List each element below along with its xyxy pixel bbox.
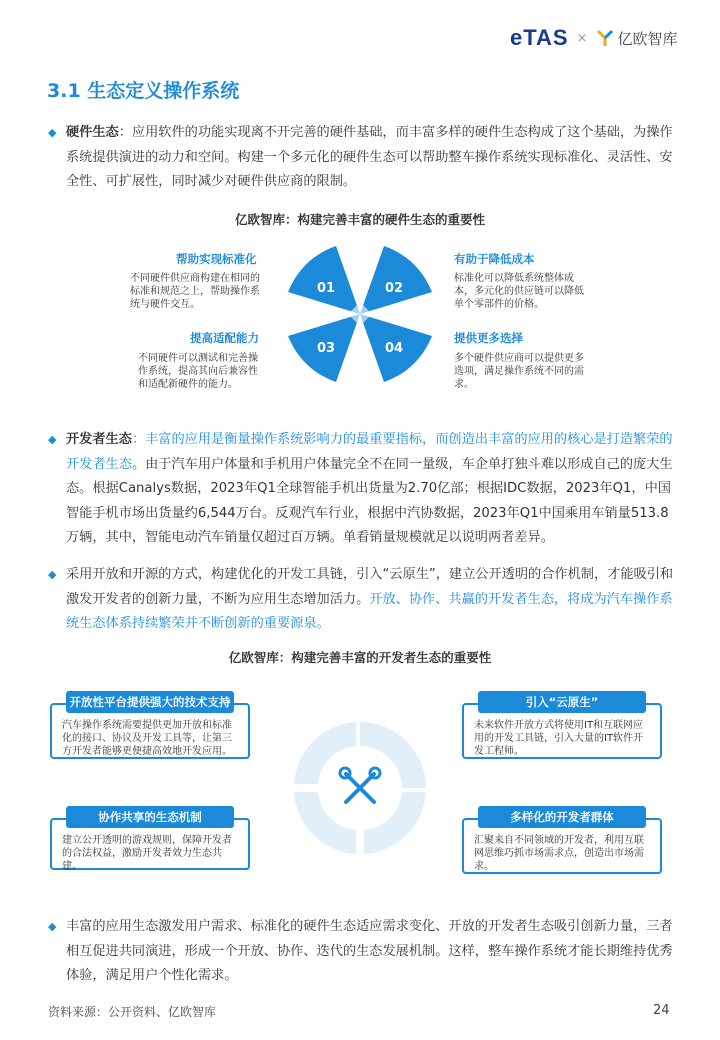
paragraph-text: 丰富的应用生态激发用户需求、标准化的硬件生态适应需求变化、开放的开发者生态吸引创新力量，三者相互促进共同演进，形成一个开放、协作、迭代的生态发展机制。这样，整车操作系统才能长期维持优秀体验，满足用户个性化需求。 [66, 919, 673, 983]
highlight-text: 开放、协作、共赢的开发者生态，将成为汽车操作系统生态体系持续繁荣并不断创新的重要源泉。 [66, 591, 673, 631]
card-open-platform [50, 695, 250, 759]
etas-logo: eTAS [510, 25, 569, 50]
petal-label-04: 提供更多选择 [454, 331, 523, 345]
developer-ecosystem-ring [290, 718, 430, 858]
hardware-ecosystem-petal-diagram [270, 242, 450, 386]
keyword-developer: 开发者生态 [66, 432, 132, 447]
petal-desc-04: 多个硬件供应商可以提供更多选项，满足操作系统不同的需求。 [454, 353, 584, 390]
header-logo [510, 26, 678, 50]
petal-number-02: 02 [384, 281, 404, 296]
page-number: 24 [653, 1003, 670, 1018]
card-title: 开放性平台提供强大的技术支持 [66, 691, 234, 713]
petal-02 [360, 246, 432, 314]
tools-icon [340, 768, 380, 802]
keyword-hardware: 硬件生态 [66, 125, 119, 140]
card-title: 协作共享的生态机制 [66, 806, 234, 828]
card-desc: 建立公开透明的游戏规则，保障开发者的合法权益，激励开发者效力生态共建。 [62, 835, 232, 872]
petal-01 [288, 246, 360, 314]
paragraph-open-source [48, 563, 678, 637]
petal-label-03: 提高适配能力 [190, 331, 259, 345]
figure1-title: 亿欧智库：构建完善丰富的硬件生态的重要性 [234, 212, 485, 227]
diamond-bullet-icon: ◆ [48, 568, 57, 581]
highlight-text: ：丰富的应用是衡量操作系统影响力的最重要指标，而创造出丰富的应用的核心是打造繁荣的开发者生态 [66, 432, 673, 472]
diamond-bullet-icon: ◆ [48, 920, 57, 933]
paragraph-hardware-ecosystem [48, 121, 678, 195]
paragraph-text: 。由于汽车用户体量和手机用户体量完全不在同一量级，车企单打独斗难以形成自己的庞大生态。根据Canalys数据，2023年Q1全球智能手机出货量为2.70亿部；根据IDC数据，2023年Q1，中国智能手机市场出货量约6,544万台。反观汽车行业，根据中汽协数据，2023年Q1中国乘用车销量513.8 万辆，其中，智能电动汽车销量仅超过百万辆。单看销量规模就足以说明两者差异。 [66, 456, 673, 545]
section-title: 3.1 生态定义操作系统 [47, 80, 240, 102]
source-note: 资料来源：公开资料、亿欧智库 [48, 1005, 217, 1019]
petal-label-02: 有助于降低成本 [454, 252, 535, 266]
card-desc: 汽车操作系统需要提供更加开放和标准化的接口、协议及开发工具等，让第三方开发者能够更便捷高效地开发应用。 [62, 720, 232, 757]
paragraph-summary [48, 915, 678, 989]
iyiou-logo-text: 亿欧智库 [617, 29, 678, 48]
iyiou-logo-icon [596, 29, 614, 47]
card-title: 多样化的开发者群体 [478, 806, 646, 828]
card-collaboration [50, 810, 250, 872]
petal-desc-03: 不同硬件可以测试和完善操作系统，提高其向后兼容性和适配新硬件的能力。 [138, 353, 258, 390]
card-cloud-native [462, 695, 662, 759]
card-desc: 未来软件开放方式将使用IT和互联网应用的开发工具链，引入大量的IT软件开发工程师。 [474, 720, 644, 757]
petal-desc-01: 不同硬件供应商构建在相同的标准和规范之上，帮助操作系统与硬件交互。 [130, 273, 260, 310]
figure2-title: 亿欧智库：构建完善丰富的开发者生态的重要性 [228, 650, 492, 665]
card-diverse-developers [462, 810, 662, 874]
petal-label-01: 帮助实现标准化 [176, 252, 257, 266]
petal-desc-02: 标准化可以降低系统整体成本，多元化的供应链可以降低单个零部件的价格。 [454, 273, 584, 310]
petal-number-04: 04 [384, 341, 404, 356]
logo-separator: × [576, 30, 588, 46]
diamond-bullet-icon: ◆ [48, 433, 57, 446]
paragraph-developer-ecosystem [48, 428, 678, 551]
card-title: 引入“云原生” [478, 691, 646, 713]
petal-number-03: 03 [316, 341, 336, 356]
paragraph-text: 采用开放和开源的方式，构建优化的开发工具链，引入“云原生”，建立公开透明的合作机制，才能吸引和激发开发者的创新力量，不断为应用生态增加活力。 [66, 567, 674, 607]
paragraph-text: ：应用软件的功能实现离不开完善的硬件基础，而丰富多样的硬件生态构成了这个基础，为操作系统提供演进的动力和空间。构建一个多元化的硬件生态可以帮助整车操作系统实现标准化、灵活性、安全性、可扩展性，同时减少对硬件供应商的限制。 [66, 125, 673, 189]
diamond-bullet-icon: ◆ [48, 126, 57, 139]
petal-number-01: 01 [316, 281, 336, 296]
card-desc: 汇聚来自不同领域的开发者，利用互联网思维巧抓市场需求点，创造出市场需求。 [474, 835, 644, 872]
